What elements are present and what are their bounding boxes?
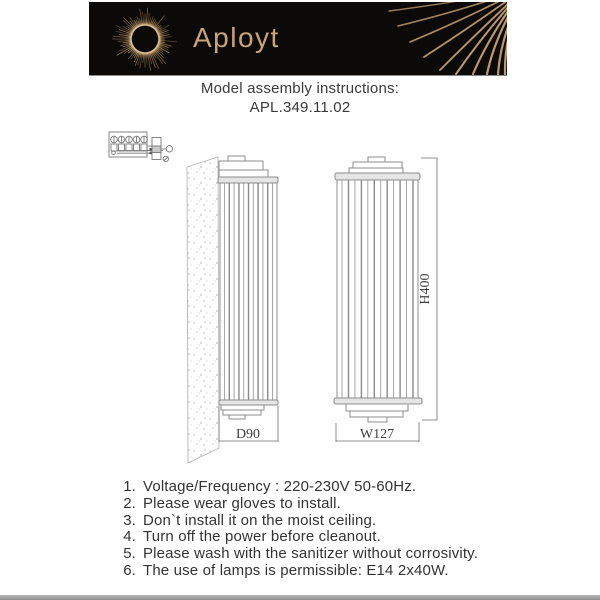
item-number: 3. bbox=[123, 511, 136, 529]
banner-decoration bbox=[89, 2, 507, 75]
dimension-label-w127: W127 bbox=[359, 427, 395, 442]
mounting-screw bbox=[163, 156, 168, 161]
item-text: Voltage/Frequency : 220-230V 50-60Hz. bbox=[143, 478, 417, 495]
list-item bbox=[118, 529, 478, 546]
sunburst-center bbox=[132, 26, 158, 52]
lamp-side-view bbox=[218, 156, 278, 419]
brand-logo-text: Aployt bbox=[193, 22, 280, 53]
technical-drawing bbox=[0, 120, 600, 480]
item-text: The use of lamps is permissible: E14 2x40W. bbox=[143, 561, 449, 579]
terminal-block-detail bbox=[109, 132, 173, 162]
item-text: Don`t install it on the moist ceiling. bbox=[143, 511, 377, 529]
list-item bbox=[118, 479, 478, 496]
item-number: 6. bbox=[123, 561, 136, 579]
item-number: 2. bbox=[123, 494, 136, 512]
corner-rays-icon bbox=[389, 2, 507, 74]
assembly-instructions-title: Model assembly instructions: bbox=[200, 80, 400, 97]
page-bottom-edge bbox=[0, 595, 600, 600]
item-text: Please wear gloves to install. bbox=[143, 494, 341, 512]
ring-terminal bbox=[166, 146, 172, 152]
brand-banner bbox=[89, 2, 507, 76]
model-number: APL.349.11.02 bbox=[249, 98, 351, 116]
item-text: Please wash with the sanitizer without corrosivity. bbox=[143, 545, 479, 563]
item-number: 5. bbox=[123, 545, 136, 563]
dimension-label-d90: D90 bbox=[235, 427, 261, 442]
list-item bbox=[118, 546, 478, 563]
item-text: Turn off the power before cleanout. bbox=[143, 528, 381, 546]
list-item bbox=[118, 496, 478, 513]
list-item bbox=[118, 563, 478, 580]
item-number: 4. bbox=[123, 528, 136, 546]
subtitle-block bbox=[0, 80, 600, 117]
instructions-list bbox=[118, 479, 478, 580]
lamp-front-view bbox=[334, 157, 422, 422]
wall-panel bbox=[187, 157, 219, 463]
list-item bbox=[118, 513, 478, 530]
item-number: 1. bbox=[123, 478, 136, 495]
dimension-label-h400: H400 bbox=[418, 273, 433, 305]
